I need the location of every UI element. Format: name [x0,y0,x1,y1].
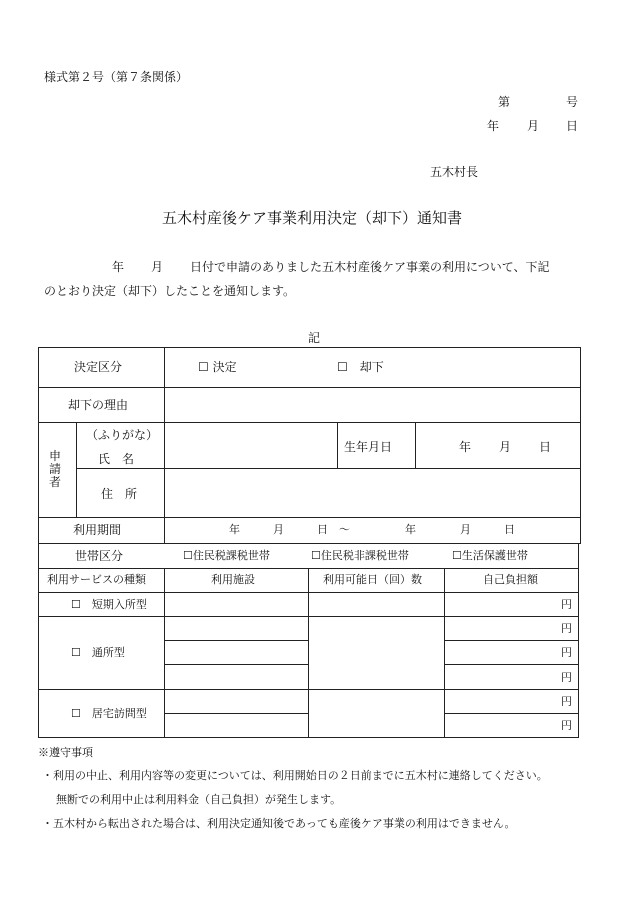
period-dates: 年 月 日 ～ 年 月 日 [229,523,515,536]
ki-label: 記 [308,331,321,345]
body-year: 年 [112,260,125,274]
decision-option-reject[interactable]: ☐ 却下 [337,360,384,374]
issuer: 五木村長 [430,165,479,179]
applicant-label: 申 請 者 [48,449,61,489]
yen-unit: 円 [561,622,572,635]
decision-label: 決定区分 [74,360,123,374]
column-self-pay: 自己負担額 [483,573,538,586]
household-option-nontaxed[interactable]: ☐住民税非課税世帯 [311,549,409,562]
yen-unit: 円 [561,695,572,708]
note-line: ・五木村から転出された場合は、利用決定通知後であっても産後ケア事業の利用はできません。 [42,817,516,830]
date-year: 年 [487,119,500,133]
date-month: 月 [527,119,540,133]
column-available-days: 利用可能日（回）数 [323,573,422,586]
notes-heading: ※遵守事項 [38,746,93,759]
service-short-stay[interactable]: ☐ 短期入所型 [71,598,147,611]
yen-unit: 円 [561,646,572,659]
household-option-welfare[interactable]: ☐生活保護世帯 [452,549,528,562]
household-label: 世帯区分 [75,549,124,563]
doc-number-suffix: 号 [566,95,579,109]
body-line2: のとおり決定（却下）したことを通知します。 [44,284,296,298]
birth-day: 日 [539,440,552,454]
service-home-visit[interactable]: ☐ 居宅訪問型 [71,707,147,720]
furigana-label: （ふりがな） [86,428,159,442]
birth-year: 年 [459,440,472,454]
service-day-care[interactable]: ☐ 通所型 [71,646,125,659]
body-month: 月 [151,260,164,274]
period-label: 利用期間 [73,523,122,537]
name-label: 氏 名 [98,452,135,466]
note-line: 無断での利用中止は利用料金（自己負担）が発生します。 [56,793,342,806]
doc-number-prefix: 第 [498,95,511,109]
form-number: 様式第２号（第７条関係） [44,70,189,84]
column-facility: 利用施設 [211,573,255,586]
birth-month: 月 [499,440,512,454]
body-line1: 日付で申請のありました五木村産後ケア事業の利用について、下記 [190,260,550,274]
date-day: 日 [566,119,579,133]
address-label: 住 所 [101,487,138,501]
document-title: 五木村産後ケア事業利用決定（却下）通知書 [162,209,463,227]
yen-unit: 円 [561,598,572,611]
yen-unit: 円 [561,719,572,732]
note-line: ・利用の中止、利用内容等の変更については、利用開始日の２日前までに五木村に連絡してください。 [42,769,548,782]
decision-option-approve[interactable]: ☐ 決定 [198,360,237,374]
reason-label: 却下の理由 [68,398,129,412]
household-option-taxed[interactable]: ☐住民税課税世帯 [183,549,270,562]
yen-unit: 円 [561,671,572,684]
birth-date-label: 生年月日 [344,440,393,454]
column-service-type: 利用サービスの種類 [47,573,146,586]
